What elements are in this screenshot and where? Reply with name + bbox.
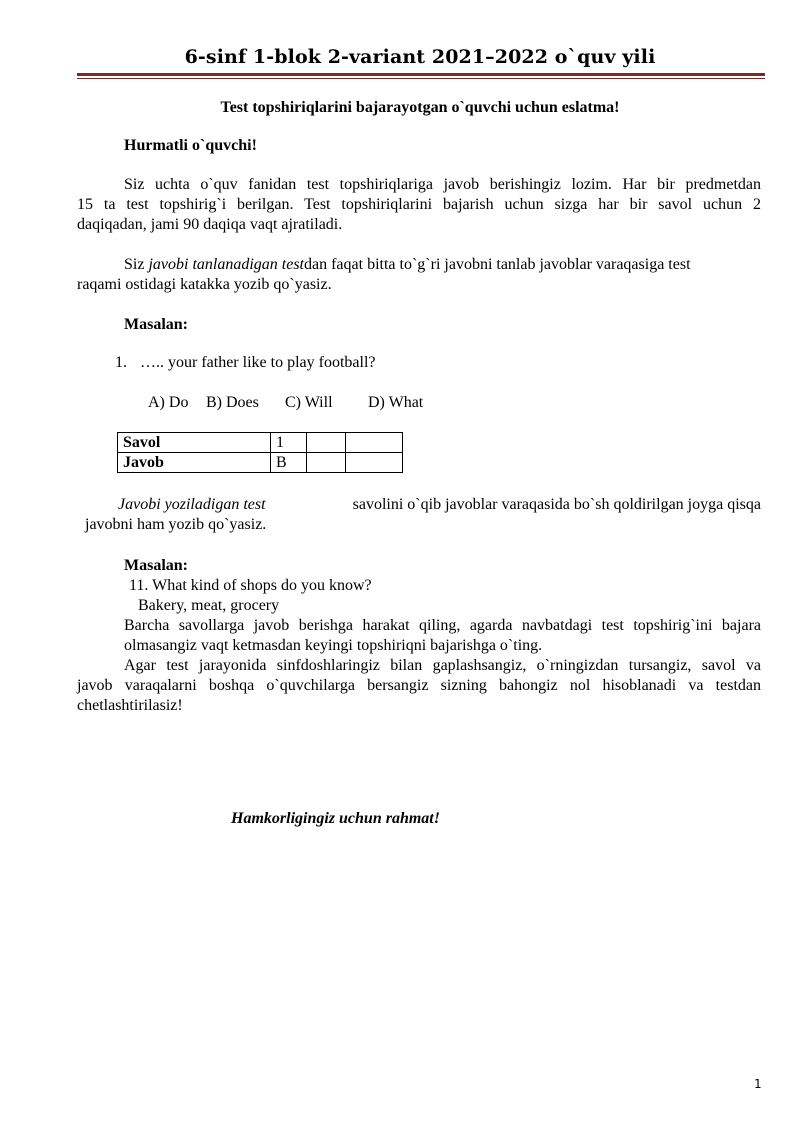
empty-cell bbox=[307, 433, 346, 453]
answer-table bbox=[117, 432, 403, 473]
para2-line1 bbox=[124, 255, 761, 275]
heading: Test topshiriqlarini bajarayotgan o`quvchi uchun eslatma! bbox=[220, 99, 620, 116]
option-a: A) Do bbox=[148, 394, 189, 411]
example1-label: Masalan: bbox=[124, 316, 188, 333]
table-row bbox=[118, 453, 403, 473]
para3-line1 bbox=[118, 495, 761, 515]
row-label-savol: Savol bbox=[118, 433, 271, 453]
closing-thanks: Hamkorligingiz uchun rahmat! bbox=[231, 810, 440, 827]
empty-cell bbox=[346, 433, 403, 453]
para4-line1: Barcha savollarga javob berishga harakat qiling, agarda navbatdagi test topshirig`ini bajara bbox=[124, 617, 761, 634]
option-b: B) Does bbox=[206, 394, 259, 411]
option-d: D) What bbox=[368, 394, 424, 411]
header-rule-thin bbox=[77, 78, 765, 79]
example2-label: Masalan: bbox=[124, 557, 188, 574]
row-label-javob: Javob bbox=[118, 453, 271, 473]
para2-post: dan faqat bitta to`g`ri javobni tanlab javoblar varaqasiga test bbox=[304, 256, 691, 273]
option-c: C) Will bbox=[285, 394, 333, 411]
header-title: 6-sinf 1-blok 2-variant 2021–2022 o`quv yili bbox=[184, 46, 656, 68]
empty-cell bbox=[307, 453, 346, 473]
para1-line2: 15 ta test topshirig`i berilgan. Test topshiriqlarini bajarish uchun sizga har bir savol uchun 2 bbox=[77, 196, 761, 213]
header-rule-thick bbox=[77, 73, 765, 76]
para5-line3: chetlashtirilasiz! bbox=[77, 697, 183, 714]
para2-pre: Siz javobi tanlanadigan testdan faqat bitta to`g`ri javobni tanlab javoblar varaqasiga test bbox=[124, 256, 691, 273]
example1-question: ….. your father like to play football? bbox=[140, 354, 376, 371]
para1-line1: Siz uchta o`quv fanidan test topshiriqlariga javob berishingiz lozim. Har bir predmetdan bbox=[124, 176, 761, 193]
example2-answer: Bakery, meat, grocery bbox=[138, 597, 280, 614]
para1-line3: daqiqadan, jami 90 daqiqa vaqt ajratiladi. bbox=[77, 216, 343, 233]
table-row bbox=[118, 433, 403, 453]
para2-italic: javobi tanlanadigan test bbox=[148, 256, 304, 273]
example1-number: 1. bbox=[115, 354, 127, 371]
empty-cell bbox=[346, 453, 403, 473]
para4-line2: olmasangiz vaqt ketmasdan keyingi topshiriqni bajarishga o`ting. bbox=[124, 637, 543, 654]
page-number: 1 bbox=[754, 1077, 762, 1091]
row-value-javob: B bbox=[271, 453, 307, 473]
para3-line2: javobni ham yozib qo`yasiz. bbox=[85, 516, 267, 533]
para3-post: savolini o`qib javoblar varaqasida bo`sh qoldirilgan joyga qisqa bbox=[348, 496, 761, 513]
para3-italic: Javobi yoziladigan test bbox=[118, 496, 266, 513]
para5-line1: Agar test jarayonida sinfdoshlaringiz bilan gaplashsangiz, o`rningizdan tursangiz, savol va bbox=[124, 657, 761, 674]
para5-line2: javob varaqalarni boshqa o`quvchilarga bersangiz sizning bahongiz nol hisoblanadi va testdan bbox=[77, 677, 761, 694]
greeting: Hurmatli o`quvchi! bbox=[124, 137, 257, 154]
example2-question: 11. What kind of shops do you know? bbox=[129, 577, 372, 594]
para2-line2: raqami ostidagi katakka yozib qo`yasiz. bbox=[77, 276, 332, 293]
row-value-savol: 1 bbox=[271, 433, 307, 453]
